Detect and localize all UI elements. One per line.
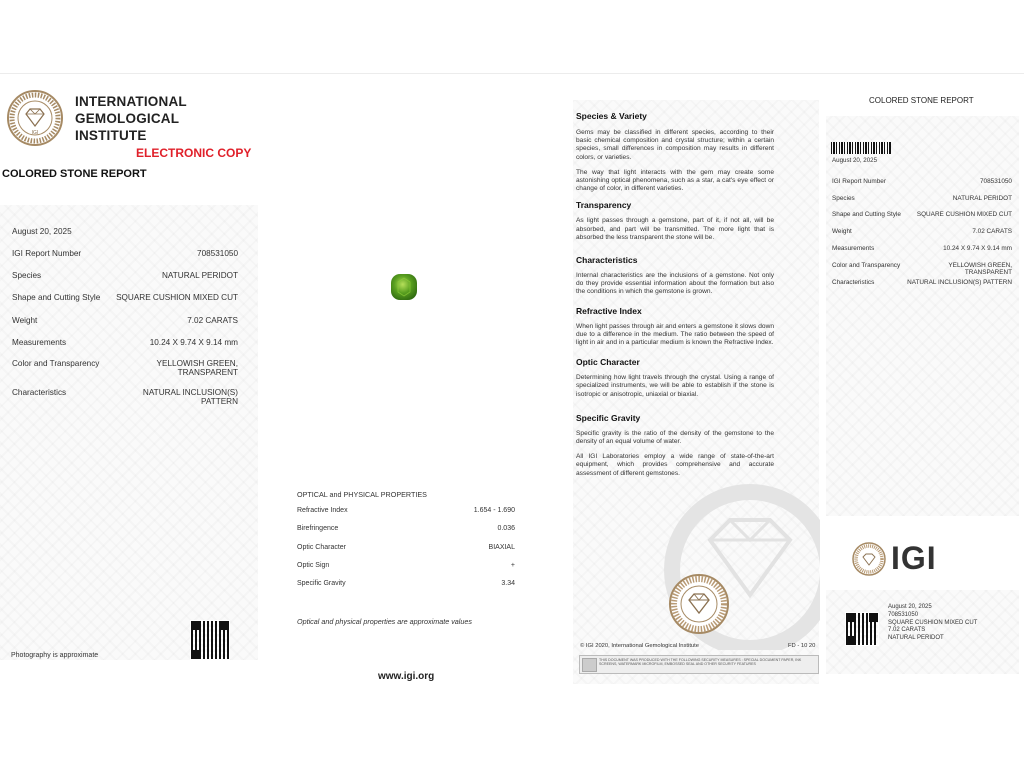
row-value: NATURAL PERIDOT	[162, 271, 238, 280]
row-value: YELLOWISH GREEN, TRANSPARENT	[948, 262, 1012, 276]
row-value: 7.02 CARATS	[972, 228, 1012, 235]
summary-row	[832, 245, 1012, 254]
report-row	[12, 388, 238, 410]
stub-line: NATURAL PERIDOT	[888, 635, 944, 642]
report-row	[12, 316, 238, 328]
section-title: Transparency	[576, 200, 632, 211]
row-value: 7.02 CARATS	[187, 316, 238, 325]
top-divider	[0, 73, 1024, 74]
report-row	[12, 293, 238, 305]
section-title: Refractive Index	[576, 305, 642, 316]
stub-line: 7.02 CARATS	[888, 627, 926, 634]
summary-row	[832, 195, 1012, 204]
summary-panel	[826, 116, 1019, 516]
igi-seal-small-icon	[852, 542, 886, 576]
row-label: Shape and Cutting Style	[12, 293, 101, 302]
summary-row	[832, 178, 1012, 187]
report-row-date	[12, 227, 238, 239]
watermark-emblem-icon	[640, 470, 820, 650]
row-value: 0.036	[497, 525, 515, 532]
row-label: Specific Gravity	[297, 580, 346, 587]
row-label: Optic Character	[297, 544, 347, 551]
row-value: 708531050	[980, 178, 1012, 185]
row-value: 10.24 X 9.74 X 9.14 mm	[943, 245, 1012, 252]
row-label: Characteristics	[832, 279, 875, 286]
section-paragraph: When light passes through air and enters a gemstone it slows down due to a difference in the medium. The ratio between the speed of light in air and in a particular medium is known the Refractive Index.	[576, 322, 774, 347]
row-label: Characteristics	[12, 388, 67, 397]
section-title: Species & Variety	[576, 111, 647, 121]
security-disclaimer-box	[579, 655, 819, 674]
summary-row	[832, 211, 1012, 220]
igi-seal-icon	[6, 89, 64, 147]
report-row	[12, 271, 238, 283]
qr-code	[190, 620, 230, 660]
report-row	[12, 249, 238, 261]
igi-logo-text: IGI	[891, 540, 937, 576]
section-title: Optic Character	[576, 357, 640, 368]
stub-line: SQUARE CUSHION MIXED CUT	[888, 619, 978, 626]
row-label: Refractive Index	[297, 507, 348, 514]
embossed-seal-icon	[668, 573, 730, 635]
optical-row	[297, 544, 515, 554]
section-paragraph: Internal characteristics are the inclusions of a gemstone. Not only do they provide essential information about the formation but also the conditions in which the gemstone is grown.	[576, 272, 774, 296]
brand-line-1: INTERNATIONAL	[75, 94, 187, 109]
summary-title: COLORED STONE REPORT	[869, 96, 974, 105]
stub-qr-code	[845, 612, 879, 646]
electronic-copy-label: ELECTRONIC COPY	[136, 146, 252, 160]
row-label: Species	[832, 195, 855, 202]
info-content	[576, 111, 774, 478]
row-label: Optic Sign	[297, 562, 330, 569]
section-paragraph: Determining how light travels through the crystal. Using a range of specialized instruments, we will be able to establish if the stone is isotropic or anisotropic, uniaxial or biaxial.	[576, 374, 774, 398]
section-paragraph: As light passes through a gemstone, part of it, if not all, will be absorbed, and part will be transmitted. The more light that is absorbed the less transparent the stone will be.	[576, 217, 774, 241]
row-value: NATURAL PERIDOT	[952, 195, 1012, 202]
section-paragraph: The way that light interacts with the gem may create some astonishing optical phenomena, such as a star, a cat's eye effect or change of color, in different varieties.	[576, 168, 774, 193]
summary-row	[832, 279, 1012, 288]
report-row	[12, 359, 238, 381]
row-value: +	[510, 562, 515, 569]
section-title: Characteristics	[576, 255, 638, 266]
row-label: Shape and Cutting Style	[832, 211, 901, 218]
row-label: IGI Report Number	[832, 178, 886, 185]
photography-note: Photography is approximate	[11, 652, 99, 659]
optical-row	[297, 562, 515, 572]
section-title: Specific Gravity	[576, 412, 641, 423]
optical-title: OPTICAL and PHYSICAL PROPERTIES	[297, 490, 427, 499]
brand-name	[75, 93, 187, 144]
gemstone-image	[390, 273, 418, 301]
row-label: Weight	[832, 228, 852, 235]
optical-note: Optical and physical properties are approximate values	[297, 617, 472, 626]
report-row	[12, 338, 238, 350]
row-value: SQUARE CUSHION MIXED CUT	[916, 211, 1012, 218]
row-label: IGI Report Number	[12, 249, 82, 258]
stub-line: August 20, 2025	[888, 604, 932, 610]
security-disclaimer: THIS DOCUMENT WAS PRODUCED WITH THE FOLLOWING SECURITY MEASURES : SPECIAL DOCUMENT PAPER, INK SCREENS, WATERMARK MICROFILM, EMBOSSED SEAL AND OTHER SECURITY FEATURES	[599, 658, 802, 667]
row-value: YELLOWISH GREEN, TRANSPARENT	[156, 359, 238, 377]
report-date: August 20, 2025	[12, 227, 72, 236]
summary-date: August 20, 2025	[832, 157, 878, 164]
brand-line-3: INSTITUTE	[75, 128, 147, 143]
summary-row	[832, 262, 1012, 280]
report-title: COLORED STONE REPORT	[2, 168, 147, 180]
section-paragraph: All IGI Laboratories employ a wide range of state-of-the-art equipment, which provides comprehensive and accurate assessment of different gemstones.	[576, 453, 774, 477]
section-paragraph: Gems may be classified in different species, according to their basic chemical composition and crystal structure; within a certain species, small differences in composition may results in different colors, or varieties.	[576, 129, 774, 161]
row-value: 708531050	[197, 249, 238, 258]
row-value: NATURAL INCLUSION(S) PATTERN	[142, 388, 238, 406]
row-label: Weight	[12, 316, 38, 325]
brand-line-2: GEMOLOGICAL	[75, 111, 180, 126]
row-label: Color and Transparency	[832, 262, 901, 269]
row-label: Color and Transparency	[12, 359, 100, 368]
row-value: BIAXIAL	[488, 544, 515, 551]
row-label: Species	[12, 271, 42, 280]
summary-row	[832, 228, 1012, 237]
optical-row	[297, 580, 515, 590]
row-label: Birefringence	[297, 525, 339, 532]
row-value: NATURAL INCLUSION(S) PATTERN	[907, 279, 1012, 286]
row-label: Measurements	[832, 245, 875, 252]
row-value: 1.654 - 1.690	[473, 507, 515, 514]
barcode	[831, 142, 891, 154]
stub-line: 708531050	[888, 611, 919, 618]
website-link[interactable]: www.igi.org	[378, 671, 435, 682]
svg-text:IGI: IGI	[31, 130, 39, 136]
optical-row	[297, 507, 515, 517]
copyright: © IGI 2020, International Gemological Institute	[580, 643, 699, 649]
row-value: 10.24 X 9.74 X 9.14 mm	[149, 338, 238, 347]
form-code: FD - 10 20	[788, 643, 816, 649]
row-value: SQUARE CUSHION MIXED CUT	[116, 293, 238, 302]
row-value: 3.34	[501, 580, 515, 587]
optical-row	[297, 525, 515, 535]
security-seal-icon	[582, 658, 597, 672]
section-paragraph: Specific gravity is the ratio of the density of the gemstone to the density of an equal volume of water.	[576, 429, 774, 446]
row-label: Measurements	[12, 338, 67, 347]
stub-details	[888, 604, 977, 643]
